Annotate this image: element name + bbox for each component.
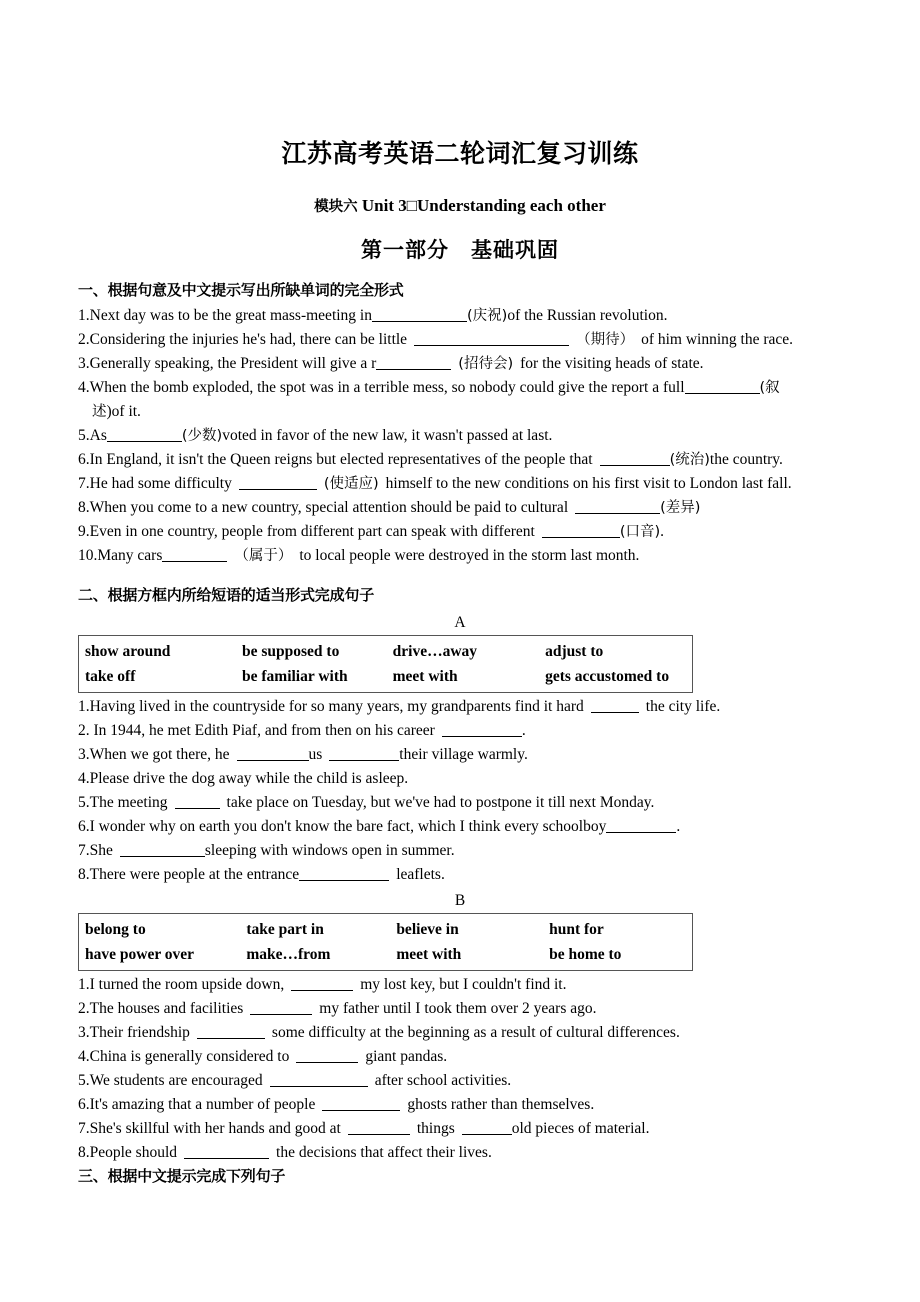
chinese-hint: (叙 <box>759 379 780 396</box>
sentence-text: 8.When you come to a new country, special attention should be paid to cultural <box>78 498 569 516</box>
question-line-continuation <box>78 400 842 424</box>
sentence-text: the city life. <box>645 697 721 715</box>
phrase-cell: make…from <box>246 945 331 963</box>
question-line <box>78 815 842 839</box>
answer-blank[interactable] <box>299 865 389 881</box>
box-b-label: B <box>454 891 466 909</box>
chinese-hint: (庆祝) <box>467 307 508 324</box>
question-line <box>78 424 842 448</box>
phrase-cell: gets accustomed to <box>545 667 670 685</box>
answer-blank[interactable] <box>296 1047 358 1063</box>
page-title: 江苏高考英语二轮词汇复习训练 <box>281 139 639 168</box>
answer-blank[interactable] <box>685 378 760 394</box>
answer-blank[interactable] <box>291 975 353 991</box>
sentence-text: 3.Their friendship <box>78 1023 190 1041</box>
question-line <box>78 496 842 520</box>
sentence-text: himself to the new conditions on his first visit to London last fall. <box>385 474 792 492</box>
sentence-text: 8.There were people at the entrance <box>78 865 300 883</box>
phrase-box-row <box>79 942 693 971</box>
sentence-text: 6.In England, it isn't the Queen reigns but elected representatives of the people that <box>78 450 593 468</box>
sentence-text: 2.The houses and facilities <box>78 999 244 1017</box>
sentence-text: of him winning the race. <box>641 330 794 348</box>
chinese-hint: (少数) <box>181 427 223 444</box>
sentence-text: 4.When the bomb exploded, the spot was in a terrible mess, so nobody could give the report a full <box>78 378 685 396</box>
chinese-hint: (统治) <box>669 451 710 468</box>
chinese-hint: （属于） <box>234 547 293 564</box>
question-line <box>78 997 842 1021</box>
answer-blank[interactable] <box>329 745 399 761</box>
sentence-text: 7.She <box>78 841 113 859</box>
sentence-text: sleeping with windows open in summer. <box>204 841 455 859</box>
sentence-text: 1.I turned the room upside down, <box>78 975 285 993</box>
question-line <box>78 304 842 328</box>
chinese-hint: (使适应) <box>323 475 379 492</box>
answer-blank[interactable] <box>175 793 220 809</box>
answer-blank[interactable] <box>600 450 670 466</box>
question-line <box>78 448 842 472</box>
sentence-text: 6.I wonder why on earth you don't know the bare fact, which I think every schoolboy <box>78 817 607 835</box>
phrase-cell: show around <box>85 642 171 660</box>
question-line <box>78 767 842 791</box>
phrase-cell: be supposed to <box>242 642 340 660</box>
sentence-text: old pieces of material. <box>511 1119 650 1137</box>
sentence-text: to local people were destroyed in the storm last month. <box>299 546 640 564</box>
phrase-cell: meet with <box>392 667 458 685</box>
answer-blank[interactable] <box>250 999 312 1015</box>
section-2-heading: 二、根据方框内所给短语的适当形式完成句子 <box>78 585 375 604</box>
sentence-text: . <box>521 721 526 739</box>
sentence-text: ghosts rather than themselves. <box>407 1095 595 1113</box>
section-1-heading: 一、根据句意及中文提示写出所缺单词的完全形式 <box>78 281 404 300</box>
answer-blank[interactable] <box>322 1095 400 1111</box>
answer-blank[interactable] <box>606 817 676 833</box>
sentence-text: 3.When we got there, he <box>78 745 230 763</box>
sentence-text: their village warmly. <box>399 745 528 763</box>
sentence-text: 5.We students are encouraged <box>78 1071 263 1089</box>
sentence-text: the country. <box>709 450 783 468</box>
sentence-text: 2. In 1944, he met Edith Piaf, and from then on his career <box>78 721 435 739</box>
answer-blank[interactable] <box>162 546 227 562</box>
sentence-text: 3.Generally speaking, the President will give a r <box>78 354 377 372</box>
subtitle-unit: Unit 3□Understanding each other <box>361 195 606 215</box>
sentence-text: of the Russian revolution. <box>507 306 668 324</box>
phrase-cell: have power over <box>85 945 195 963</box>
question-line <box>78 1069 842 1093</box>
sentence-text: 6.It's amazing that a number of people <box>78 1095 316 1113</box>
question-line <box>78 1045 842 1069</box>
sentence-text: after school activities. <box>374 1071 512 1089</box>
sentence-text: 5.The meeting <box>78 793 168 811</box>
question-line <box>78 695 842 719</box>
question-line <box>78 743 842 767</box>
sentence-text: things <box>416 1119 455 1137</box>
sentence-text: 1.Having lived in the countryside for so many years, my grandparents find it hard <box>78 697 584 715</box>
continuation-text <box>78 400 141 424</box>
answer-blank[interactable] <box>542 522 620 538</box>
question-line <box>78 1021 842 1045</box>
phrase-cell: be familiar with <box>242 667 348 685</box>
phrase-cell: drive…away <box>392 642 478 660</box>
question-line <box>78 839 842 863</box>
answer-blank[interactable] <box>120 841 205 857</box>
answer-blank[interactable] <box>184 1143 269 1159</box>
sentence-text: for the visiting heads of state. <box>520 354 704 372</box>
sentence-text: take place on Tuesday, but we've had to postpone it till next Monday. <box>226 793 655 811</box>
question-line <box>78 544 842 568</box>
answer-blank[interactable] <box>442 721 522 737</box>
sentence-text: giant pandas. <box>365 1047 448 1065</box>
phrase-box-a <box>78 635 693 693</box>
question-line <box>78 376 842 400</box>
sentence-text: my father until I took them over 2 years ago. <box>319 999 597 1017</box>
answer-blank[interactable] <box>348 1119 410 1135</box>
sentence-text: leaflets. <box>396 865 445 883</box>
answer-blank[interactable] <box>270 1071 368 1087</box>
phrase-cell: take off <box>85 667 136 685</box>
answer-blank[interactable] <box>414 330 569 346</box>
phrase-cell: belong to <box>85 920 146 938</box>
sentence-text: my lost key, but I couldn't find it. <box>360 975 567 993</box>
answer-blank[interactable] <box>237 745 309 761</box>
phrase-cell: meet with <box>396 945 462 963</box>
sentence-text: 8.People should <box>78 1143 178 1161</box>
phrase-box-row <box>79 664 693 693</box>
chinese-hint: (差异) <box>660 499 701 516</box>
chinese-hint: (口音) <box>619 523 661 540</box>
question-line <box>78 1117 842 1141</box>
sentence-text: 2.Considering the injuries he's had, there can be little <box>78 330 408 348</box>
question-line <box>78 520 842 544</box>
phrase-cell: hunt for <box>549 920 604 938</box>
phrase-cell: adjust to <box>545 642 604 660</box>
chinese-hint: 述 <box>92 403 107 420</box>
sentence-text: voted in favor of the new law, it wasn't passed at last. <box>222 426 553 444</box>
section-2-items-b <box>78 973 842 1165</box>
question-line <box>78 719 842 743</box>
sentence-text: 7.He had some difficulty <box>78 474 232 492</box>
question-line <box>78 973 842 997</box>
answer-blank[interactable] <box>239 474 317 490</box>
sentence-text: 5.As <box>78 426 107 444</box>
sentence-text: 10.Many cars <box>78 546 163 564</box>
question-line <box>78 328 842 352</box>
part-title: 第一部分 基础巩固 <box>361 237 559 262</box>
question-line <box>78 1141 842 1165</box>
question-line <box>78 1093 842 1117</box>
box-a-label: A <box>454 613 466 631</box>
question-line <box>78 472 842 496</box>
question-line <box>78 352 842 376</box>
question-line <box>78 791 842 815</box>
question-line <box>78 863 842 887</box>
subtitle-module: 模块六 <box>314 198 358 215</box>
phrase-cell: be home to <box>549 945 622 963</box>
chinese-hint: （期待） <box>576 331 635 348</box>
sentence-text: 4.Please drive the dog away while the child is asleep. <box>78 769 409 787</box>
sentence-text: the decisions that affect their lives. <box>276 1143 492 1161</box>
section-2-items-a <box>78 695 842 887</box>
answer-blank[interactable] <box>197 1023 265 1039</box>
phrase-cell: take part in <box>246 920 324 938</box>
sentence-text: some difficulty at the beginning as a result of cultural differences. <box>271 1023 680 1041</box>
answer-blank[interactable] <box>376 354 451 370</box>
sentence-text: 7.She's skillful with her hands and good at <box>78 1119 341 1137</box>
answer-blank[interactable] <box>372 306 467 322</box>
sentence-text: )of it. <box>106 402 141 420</box>
sentence-text: 9.Even in one country, people from different part can speak with different <box>78 522 535 540</box>
section-1-items <box>78 304 842 568</box>
phrase-cell: believe in <box>396 920 459 938</box>
sentence-text: . <box>676 817 681 835</box>
sentence-text: 1.Next day was to be the great mass-meeting in <box>78 306 372 324</box>
answer-blank[interactable] <box>575 498 660 514</box>
answer-blank[interactable] <box>591 697 639 713</box>
section-3-heading: 三、根据中文提示完成下列句子 <box>78 1166 286 1185</box>
answer-blank[interactable] <box>462 1119 512 1135</box>
phrase-box-row <box>79 635 693 664</box>
answer-blank[interactable] <box>107 426 182 442</box>
sentence-text: 4.China is generally considered to <box>78 1047 290 1065</box>
chinese-hint: (招待会) <box>458 355 514 372</box>
phrase-box-row <box>79 913 693 942</box>
sentence-text: us <box>308 745 323 763</box>
sentence-text: . <box>660 522 665 540</box>
phrase-box-b <box>78 913 693 971</box>
page-subtitle <box>78 168 842 216</box>
